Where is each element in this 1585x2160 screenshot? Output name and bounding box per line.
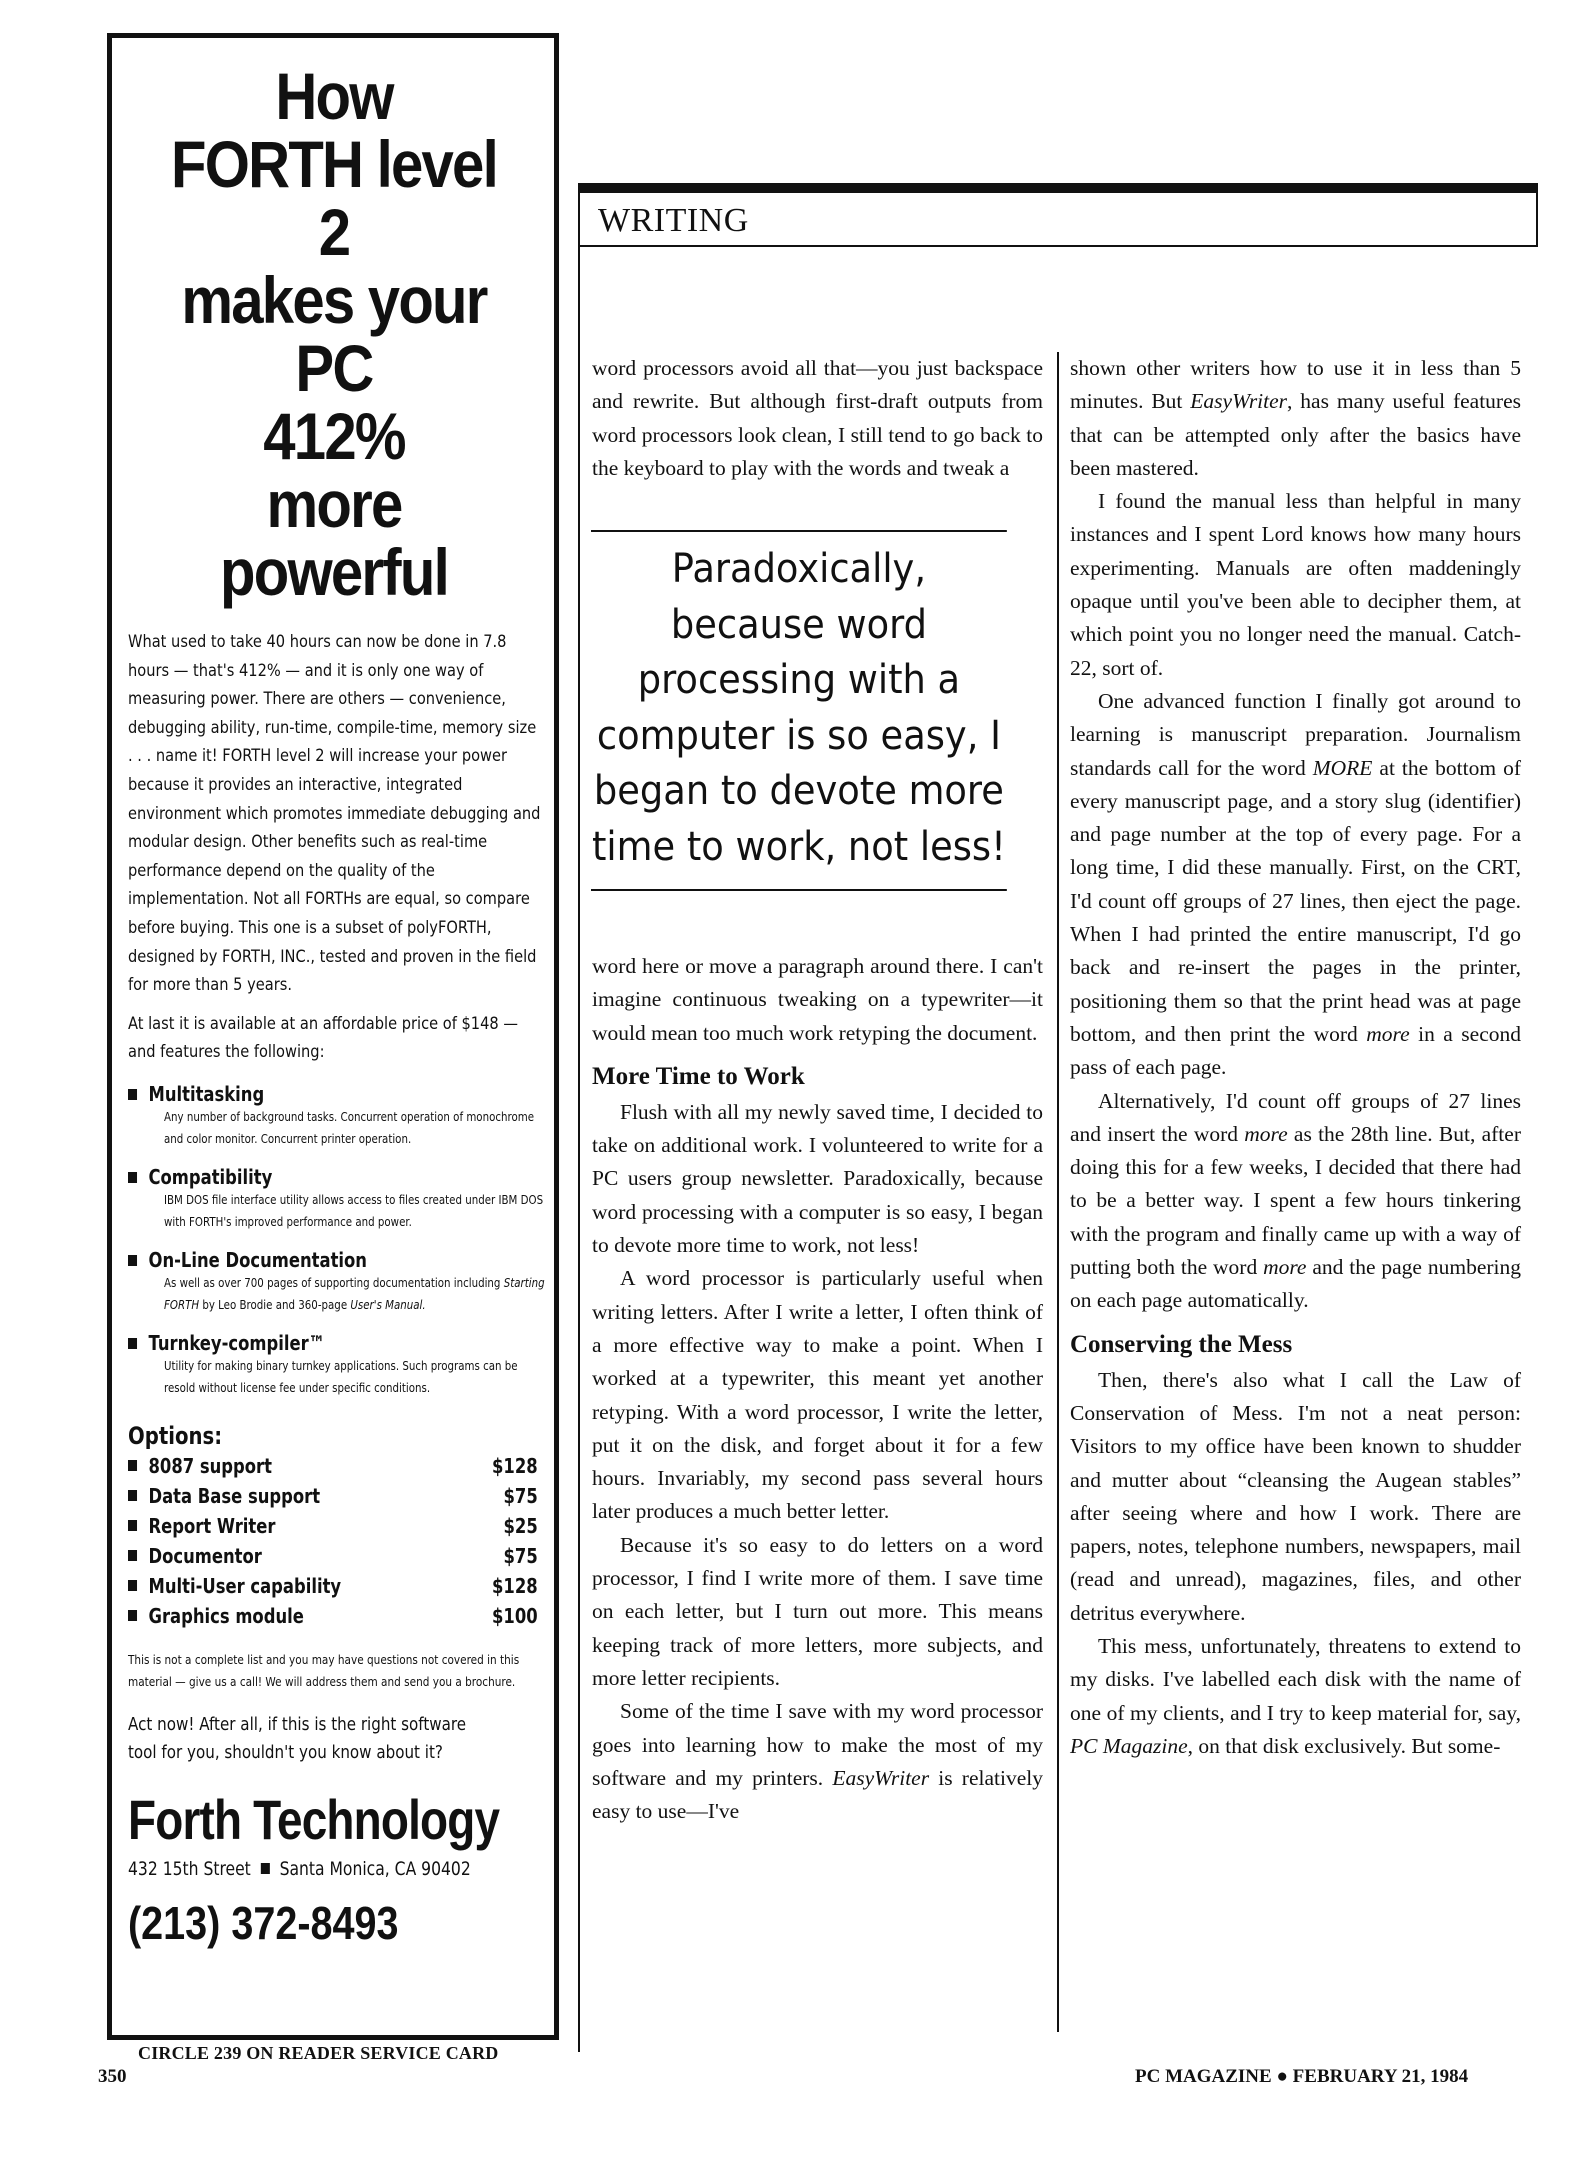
- bullet-square-icon: [261, 1863, 270, 1874]
- forth-advertisement: [107, 33, 559, 2040]
- feature-item: Turnkey-compiler™ Utility for making binary turnkey applications. Such programs can be resold without license fee under specific conditions.: [128, 1331, 540, 1399]
- ad-intro-text: [128, 628, 542, 1067]
- subheading: More Time to Work: [592, 1062, 805, 1090]
- section-label: WRITING: [598, 202, 749, 239]
- feature-item: Multitasking Any number of background tasks. Concurrent operation of monochrome and color monitor. Concurrent printer operation.: [128, 1082, 540, 1150]
- options-title: Options:: [128, 1421, 223, 1450]
- bullet-square-icon: [128, 1089, 137, 1100]
- ad-headline: How FORTH level 2 makes your PC 412% more powerful: [171, 59, 497, 609]
- ad-price-text: At last it is available at an affordable price of $148 — and features the following:: [128, 1013, 518, 1063]
- bullet-square-icon: [128, 1550, 137, 1561]
- ad-intro: What used to take 40 hours can now be done in 7.8 hours — that's 412% — and it is only one way of measuring power. There are others — convenience, debugging ability, run-time, compile-time, memory size . . . name it! FORTH level 2 will increase your power because it provides an interactive, integrated environment which promotes immediate debugging and modular design. Other benefits such as real-time performance depend on the quality of the implementation. Not all FORTHs are equal, so compare before buying. This one is a subset of polyFORTH, designed by FORTH, INC., tested and proven in the field for more than 5 years.: [128, 632, 541, 996]
- feature-item: Compatibility IBM DOS file interface utility allows access to files created under IBM DOS with FORTH's improved performance and power.: [128, 1165, 540, 1233]
- reader-service-line: CIRCLE 239 ON READER SERVICE CARD: [138, 2043, 499, 2063]
- bullet-square-icon: [128, 1255, 137, 1266]
- bullet-square-icon: [128, 1172, 137, 1183]
- article-column-1: word here or move a paragraph around there. I can't imagine continuous tweaking on a typewriter—it would mean too much work retyping the document. More Time to Work Flush with all my newly saved time, I decided to take on additional work. I volunteered to write for a PC users group newsletter. Paradoxically, because word processing with a computer is so easy, I began to devote more time to work, not less! A word processor is particularly useful when writing letters. After I write a letter, I often think of a more effective way to make a point. When I worked at a typewriter, this meant yet another retyping. With a word processor, I write the letter, put it on the disk, and forget about it for a few hours. Invariably, my second pass several hours later produces a much better letter. Because it's so easy to do letters on a word processor, I find I write more of them. I save time on each letter, but I turn out more. This means keeping track of more letters, more subjects, and more letter recipients. Some of the time I save with my word processor goes into learning how to make the most of my software and my printers. EasyWriter is relatively easy to use—I've: [592, 954, 1043, 1824]
- company-address: 432 15th Street Santa Monica, CA 90402: [128, 1857, 471, 1880]
- option-row: Data Base support $75: [128, 1481, 540, 1511]
- article-column-1-top: word processors avoid all that—you just backspace and rewrite. But although first-draft outputs from word processors look clean, I still tend to go back to the keyboard to play with the words and tweak a: [592, 356, 1043, 480]
- section-label-box: [578, 193, 1538, 247]
- feature-list: [128, 1081, 545, 1399]
- company-phone: (213) 372-8493: [128, 1896, 399, 1949]
- bullet-square-icon: [128, 1520, 137, 1531]
- column-rule-middle: [1057, 352, 1059, 2032]
- section-top-rule: [578, 183, 1538, 193]
- subheading: Conserving the Mess: [1070, 1330, 1293, 1358]
- page-number: 350: [98, 2066, 127, 2087]
- ad-note: This is not a complete list and you may have questions not covered in this material — give us a call! We will address them and send you a brochure.: [128, 1651, 520, 1689]
- bullet-square-icon: [128, 1490, 137, 1501]
- ad-call-to-action: Act now! After all, if this is the right software tool for you, shouldn't you know about it?: [128, 1713, 467, 1763]
- company-name: Forth Technology: [128, 1787, 500, 1851]
- article-column-2: shown other writers how to use it in less than 5 minutes. But EasyWriter, has many useful features that can be attempted only after the basics have been mastered. I found the manual less than helpful in many instances and I spent Lord knows how many hours experimenting. Manuals are often maddeningly opaque until you've been able to decipher them, at which point you no longer need the manual. Catch-22, sort of. One advanced function I finally got around to learning is manuscript preparation. Journalism standards call for the word MORE at the bottom of every manuscript page, and a story slug (identifier) and page number at the top of every page. For a long time, I did these manually. First, on the CRT, I'd count off groups of 27 lines, then eject the page. When I had printed the entire manuscript, I'd go back and re-insert the pages in the printer, positioning them so that the print head was at page bottom, and then print the word more in a second pass of each page. Alternatively, I'd count off groups of 27 lines and insert the word more as the 28th line. But, after doing this for a few weeks, I decided that there had to be a better way. I spent a few hours tinkering with the program and finally came up with a way of putting both the word more and the page numbering on each page automatically. Conserving the Mess Then, there's also what I call the Law of Conservation of Mess. I'm not a neat person: Visitors to my office have been known to shudder and mutter about “cleansing the Augean stables” after seeing where and how I work. There are papers, notes, telephone numbers, newspapers, mail (read and unread), magazines, files, and other detritus everywhere. This mess, unfortunately, threatens to extend to my disks. I've labelled each disk with the name of one of my clients, and I try to keep material for, say, PC Magazine, on that disk exclusively. But some-: [1070, 356, 1521, 1758]
- bullet-square-icon: [128, 1580, 137, 1591]
- options-list: [128, 1451, 540, 1631]
- option-row: 8087 support $128: [128, 1451, 540, 1481]
- option-row: Documentor $75: [128, 1541, 540, 1571]
- option-row: Report Writer $25: [128, 1511, 540, 1541]
- bullet-square-icon: [128, 1610, 137, 1621]
- bullet-square-icon: [128, 1338, 137, 1349]
- pull-quote: Paradoxically, because word processing with a computer is so easy, I began to devote more time to work, not less!: [591, 530, 1007, 891]
- feature-item: On-Line Documentation As well as over 700 pages of supporting documentation including Starting FORTH by Leo Brodie and 360-page User's Manual.: [128, 1248, 540, 1316]
- page-footer: PC MAGAZINE ● FEBRUARY 21, 1984: [1135, 2066, 1469, 2087]
- option-row: Multi-User capability $128: [128, 1571, 540, 1601]
- option-row: Graphics module $100: [128, 1601, 540, 1631]
- column-rule-left: [578, 247, 580, 2052]
- bullet-square-icon: [128, 1460, 137, 1471]
